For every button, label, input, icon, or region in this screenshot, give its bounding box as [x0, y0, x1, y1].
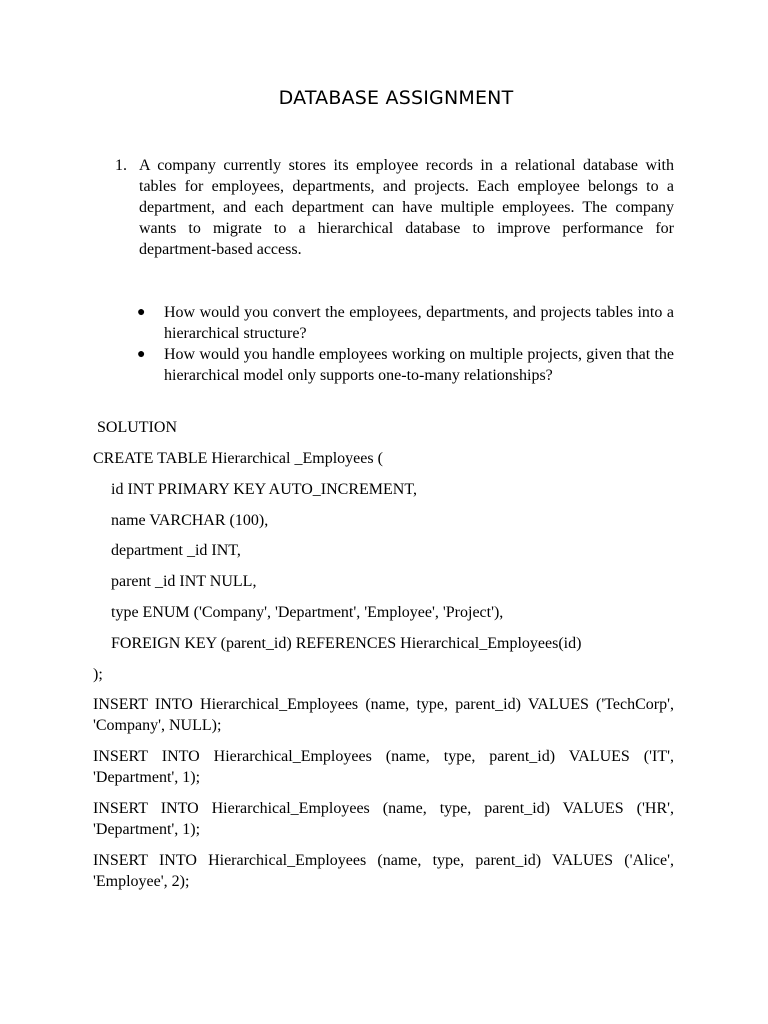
column-definition: parent _id INT NULL,: [111, 573, 257, 590]
insert-statement: INSERT INTO Hierarchical_Employees (name, type, parent_id) VALUES ('Alice', 'Employee', 2);: [93, 852, 674, 890]
column-definition: id INT PRIMARY KEY AUTO_INCREMENT,: [111, 481, 417, 498]
column-definition: department _id INT,: [111, 542, 241, 559]
bullet-item: [136, 344, 674, 386]
question-number: 1.: [115, 157, 127, 174]
question-text: A company currently stores its employee records in a relational database with tables for employees, departments, and projects. Each employee belongs to a department, and each department can have multiple employees. The company wants to migrate to a hierarchical database to improve performance for department-based access.: [139, 157, 674, 258]
bullet-item: [136, 302, 674, 344]
document-title: DATABASE ASSIGNMENT: [278, 87, 514, 109]
bullet-icon: ●: [137, 305, 146, 320]
insert-statement: INSERT INTO Hierarchical_Employees (name, type, parent_id) VALUES ('IT', 'Department', 1);: [93, 748, 674, 786]
foreign-key-definition: FOREIGN KEY (parent_id) REFERENCES Hierarchical_Employees(id): [111, 635, 582, 652]
column-definition: type ENUM ('Company', 'Department', 'Employee', 'Project'),: [111, 604, 504, 621]
solution-label: SOLUTION: [97, 419, 177, 436]
question-1: [115, 155, 674, 260]
insert-statement: INSERT INTO Hierarchical_Employees (name, type, parent_id) VALUES ('TechCorp', 'Company', NULL);: [93, 696, 674, 734]
column-definition: name VARCHAR (100),: [111, 512, 269, 529]
question-bullet-list: [136, 302, 674, 386]
create-table-close: );: [93, 666, 103, 683]
bullet-text: How would you handle employees working on multiple projects, given that the hierarchical model only supports one-to-many relationships?: [164, 346, 674, 384]
bullet-text: How would you convert the employees, departments, and projects tables into a hierarchical structure?: [164, 304, 674, 342]
create-table-line: CREATE TABLE Hierarchical _Employees (: [93, 450, 383, 467]
insert-statement: INSERT INTO Hierarchical_Employees (name, type, parent_id) VALUES ('HR', 'Department', 1);: [93, 800, 674, 838]
bullet-icon: ●: [137, 347, 146, 362]
